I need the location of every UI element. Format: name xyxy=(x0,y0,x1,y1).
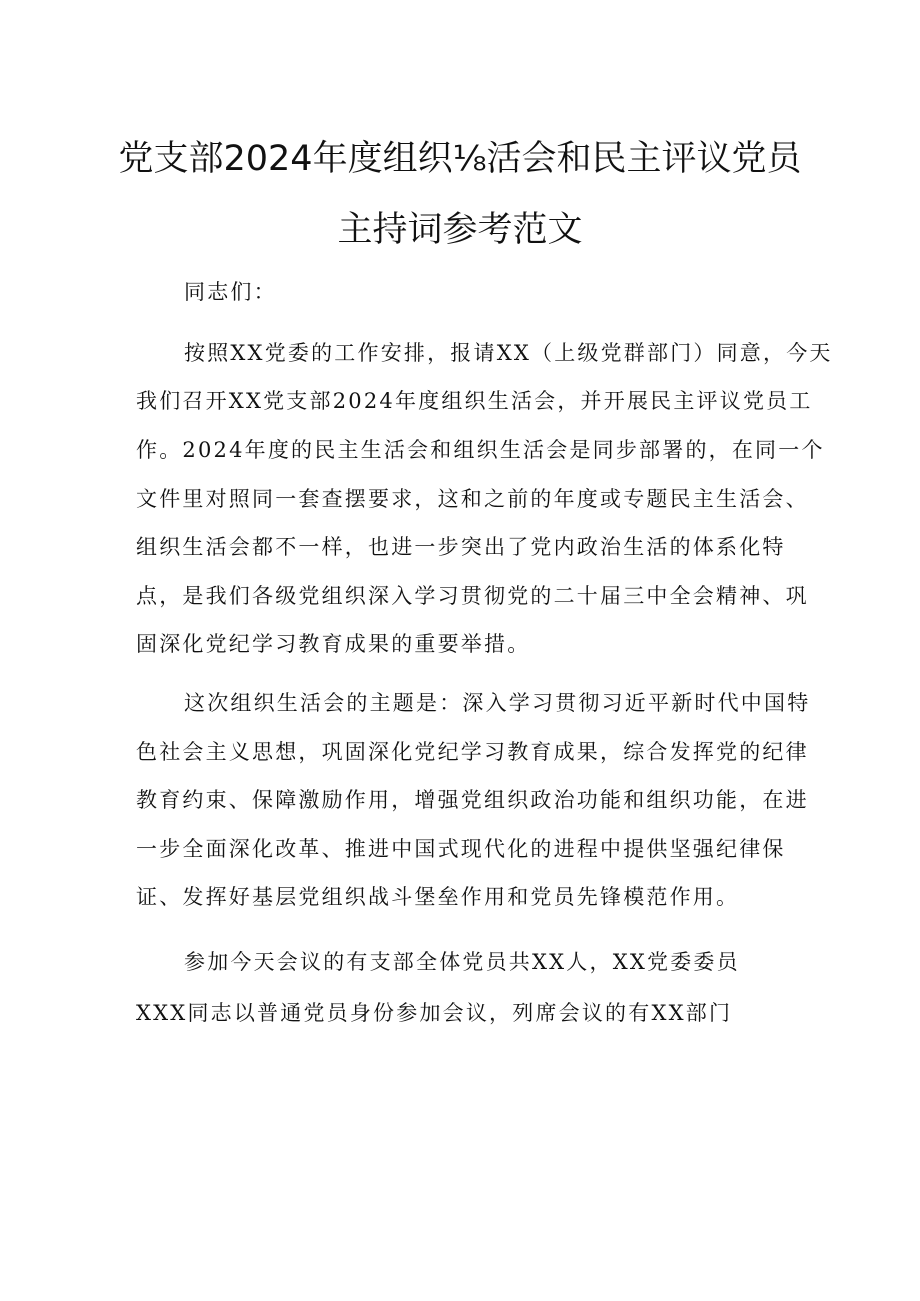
paragraph-3-line: 参加今天会议的有支部全体党员共XX人，XX党委委员 xyxy=(184,950,740,974)
document-title-line-2: 主持词参考范文 xyxy=(337,210,583,250)
paragraph-1-line: 作。2024年度的民主生活会和组织生活会是同步部署的，在同一个 xyxy=(136,438,825,462)
paragraph-1-line: 组织生活会都不一样，也进一步突出了党内政治生活的体系化特 xyxy=(136,535,786,559)
paragraph-1-line: 按照XX党委的工作安排，报请XX（上级党群部门）同意，今天 xyxy=(184,341,833,365)
paragraph-2-line: 一步全面深化改革、推进中国式现代化的进程中提供坚强纪律保 xyxy=(136,837,786,861)
document-title-line-1: 党支部2024年度组织⅛活会和民主评议党员 xyxy=(118,139,802,179)
paragraph-2-line: 证、发挥好基层党组织战斗堡垒作用和党员先锋模范作用。 xyxy=(136,885,740,909)
paragraph-1-line: 点，是我们各级党组织深入学习贯彻党的二十届三中全会精神、巩 xyxy=(136,584,809,608)
paragraph-1-line: 固深化党纪学习教育成果的重要举措。 xyxy=(136,632,531,656)
paragraph-1-line: 我们召开XX党支部2024年度组织生活会，并开展民主评议党员工 xyxy=(136,389,813,413)
paragraph-1-line: 文件里对照同一套查摆要求，这和之前的年度或专题民主生活会、 xyxy=(136,487,809,511)
paragraph-2-line: 色社会主义思想，巩固深化党纪学习教育成果，综合发挥党的纪律 xyxy=(136,740,809,764)
paragraph-2-line: 教育约束、保障激励作用，增强党组织政治功能和组织功能，在进 xyxy=(136,788,809,812)
paragraph-3-line: XXX同志以普通党员身份参加会议，列席会议的有XX部门 xyxy=(136,1001,733,1025)
paragraph-2-line: 这次组织生活会的主题是：深入学习贯彻习近平新时代中国特 xyxy=(184,691,811,715)
salutation: 同志们： xyxy=(184,280,277,304)
